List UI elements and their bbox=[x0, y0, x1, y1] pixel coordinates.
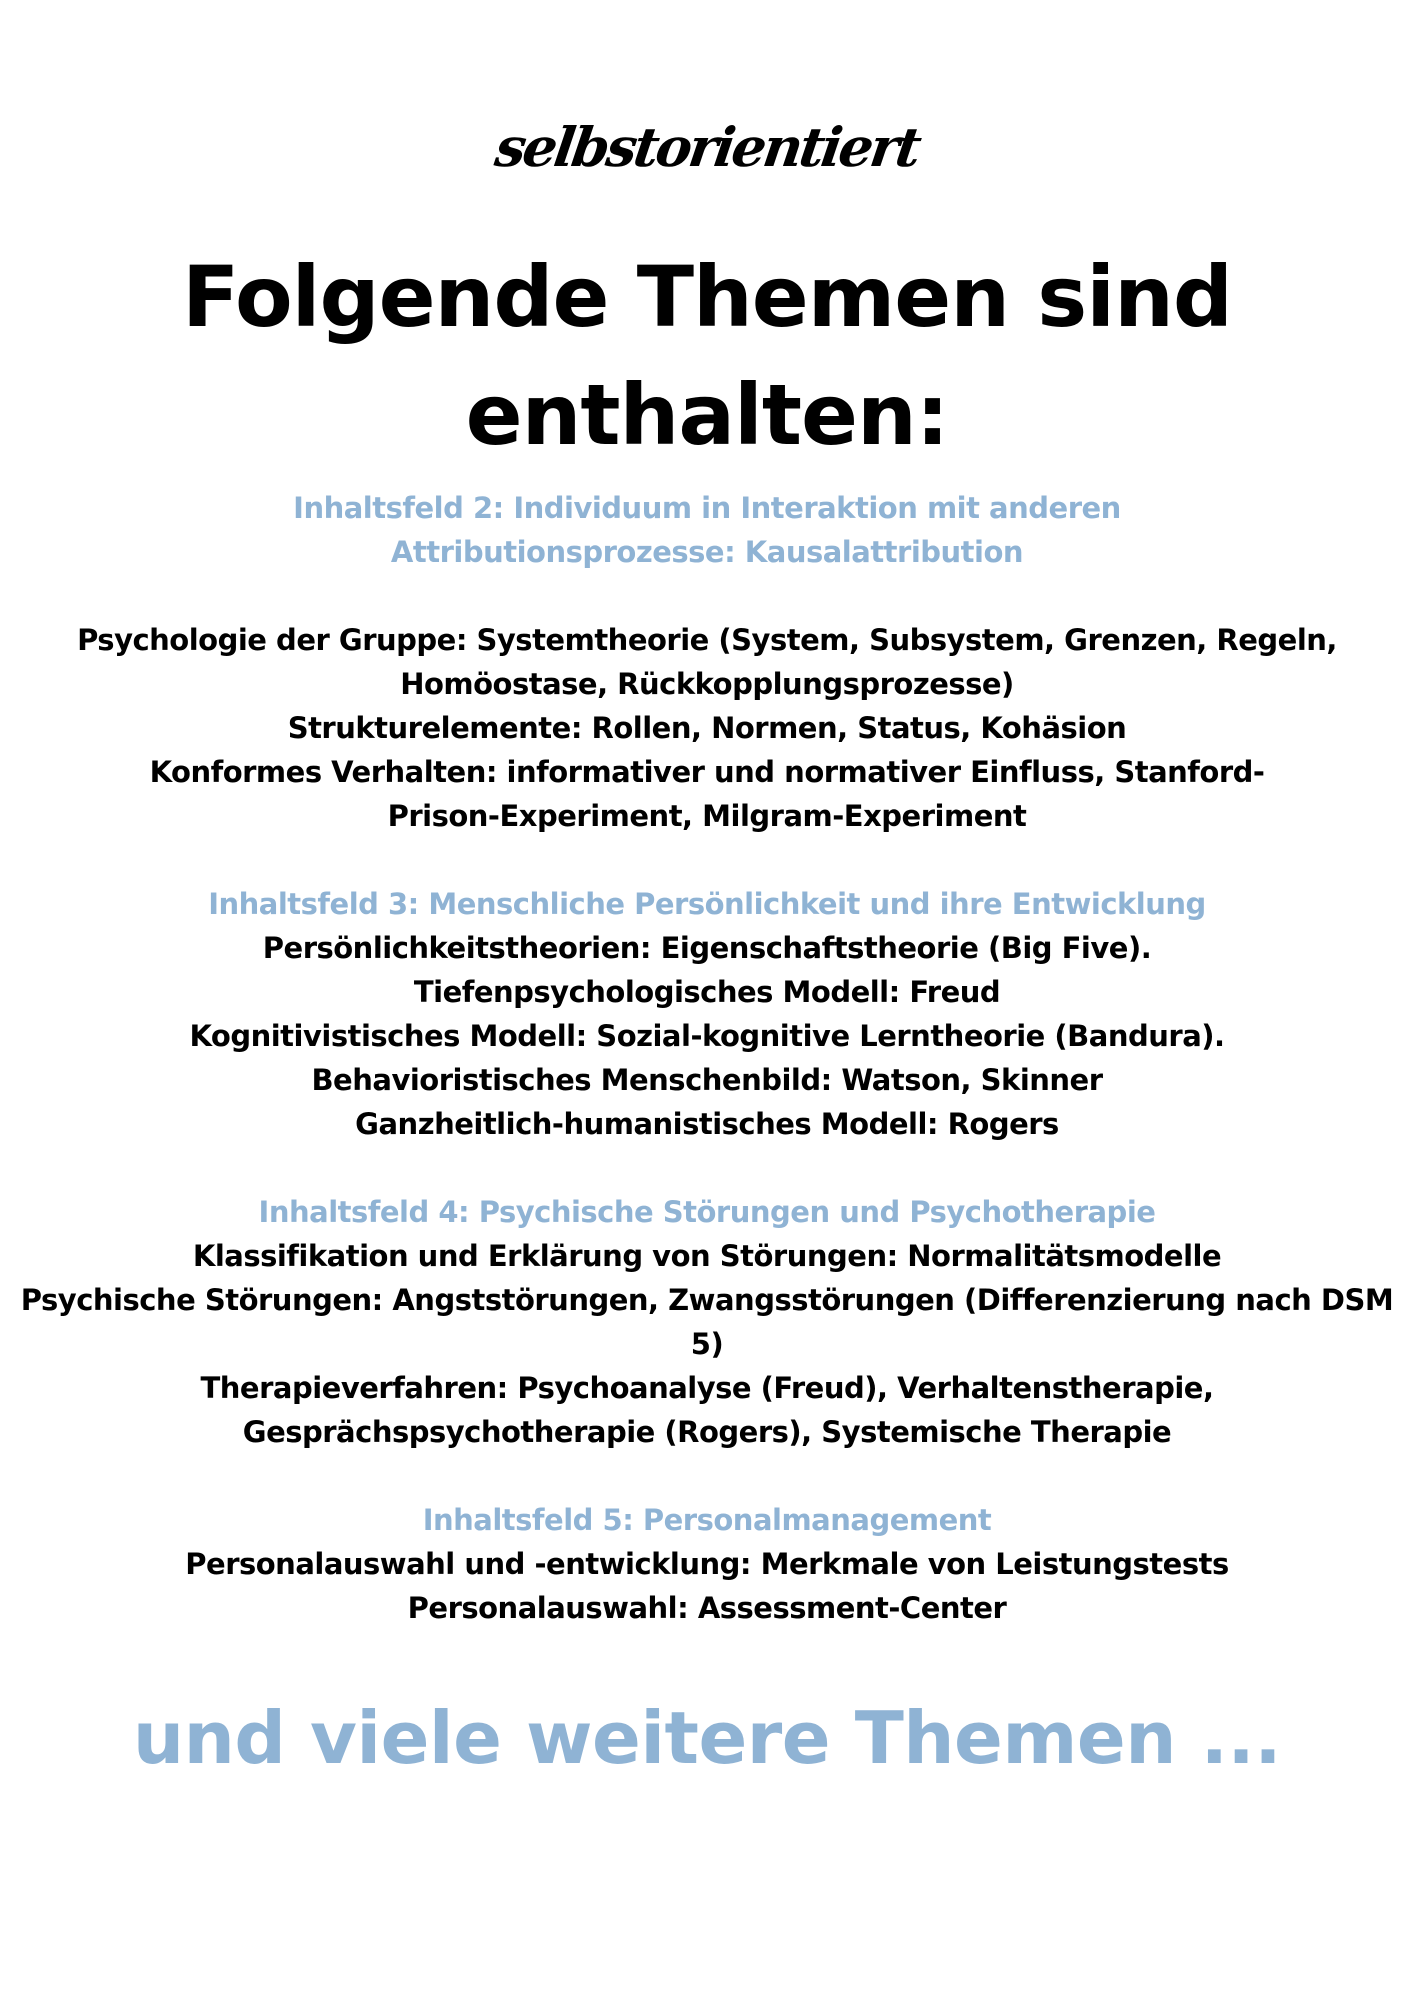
section-inhaltsfeld-4 bbox=[20, 1190, 1394, 1454]
section-subheading: Attributionsprozesse: Kausalattribution bbox=[390, 535, 1024, 569]
topic-item: Behavioristisches Menschenbild: Watson, Skinner bbox=[311, 1063, 1103, 1097]
section-inhaltsfeld-5 bbox=[20, 1498, 1394, 1630]
page-title: Folgende Themen sind enthalten: bbox=[181, 248, 1233, 464]
topic-item: Persönlichkeitstheorien: Eigenschaftstheorie (Big Five). bbox=[262, 931, 1152, 965]
section-spacer bbox=[20, 1454, 1394, 1498]
topic-item: Personalauswahl und -entwicklung: Merkmale von Leistungstests bbox=[185, 1547, 1229, 1581]
section-inhaltsfeld-3 bbox=[20, 882, 1394, 1146]
topic-item: Tiefenpsychologisches Modell: Freud bbox=[413, 975, 1001, 1009]
topic-item: Strukturelemente: Rollen, Normen, Status, Kohäsion bbox=[287, 711, 1127, 745]
section-heading: Inhaltsfeld 5: Personalmanagement bbox=[422, 1503, 992, 1537]
topic-item: Kognitivistisches Modell: Sozial-kognitive Lerntheorie (Bandura). bbox=[189, 1019, 1225, 1053]
section-spacer bbox=[20, 838, 1394, 882]
topic-item: Klassifikation und Erklärung von Störungen: Normalitätsmodelle bbox=[192, 1239, 1222, 1273]
topics-list bbox=[20, 486, 1394, 1630]
topic-item: Personalauswahl: Assessment-Center bbox=[407, 1591, 1007, 1625]
topic-item: Konformes Verhalten: informativer und normativer Einfluss, Stanford-Prison-Experiment, Milgram-Experiment bbox=[149, 755, 1265, 833]
section-heading: Inhaltsfeld 2: Individuum in Interaktion mit anderen bbox=[293, 491, 1121, 525]
brand-logo: selbstorientiert bbox=[491, 115, 923, 179]
section-heading: Inhaltsfeld 4: Psychische Störungen und Psychotherapie bbox=[258, 1195, 1156, 1229]
topic-item: Psychische Störungen: Angststörungen, Zwangsstörungen (Differenzierung nach DSM 5) bbox=[20, 1283, 1394, 1361]
topic-item: Ganzheitlich-humanistisches Modell: Rogers bbox=[355, 1107, 1059, 1141]
section-heading: Inhaltsfeld 3: Menschliche Persönlichkeit und ihre Entwicklung bbox=[208, 887, 1206, 921]
topic-item: Therapieverfahren: Psychoanalyse (Freud), Verhaltenstherapie, Gesprächspsychotherapie (Rogers), Systemische Therapie bbox=[200, 1371, 1214, 1449]
section-inhaltsfeld-2 bbox=[20, 486, 1394, 838]
topic-item: Psychologie der Gruppe: Systemtheorie (System, Subsystem, Grenzen, Regeln, Homöostase, Rückkopplungsprozesse) bbox=[77, 623, 1337, 701]
section-spacer bbox=[20, 574, 1394, 618]
section-spacer bbox=[20, 1146, 1394, 1190]
closing-tagline: und viele weitere Themen ... bbox=[132, 1696, 1282, 1780]
